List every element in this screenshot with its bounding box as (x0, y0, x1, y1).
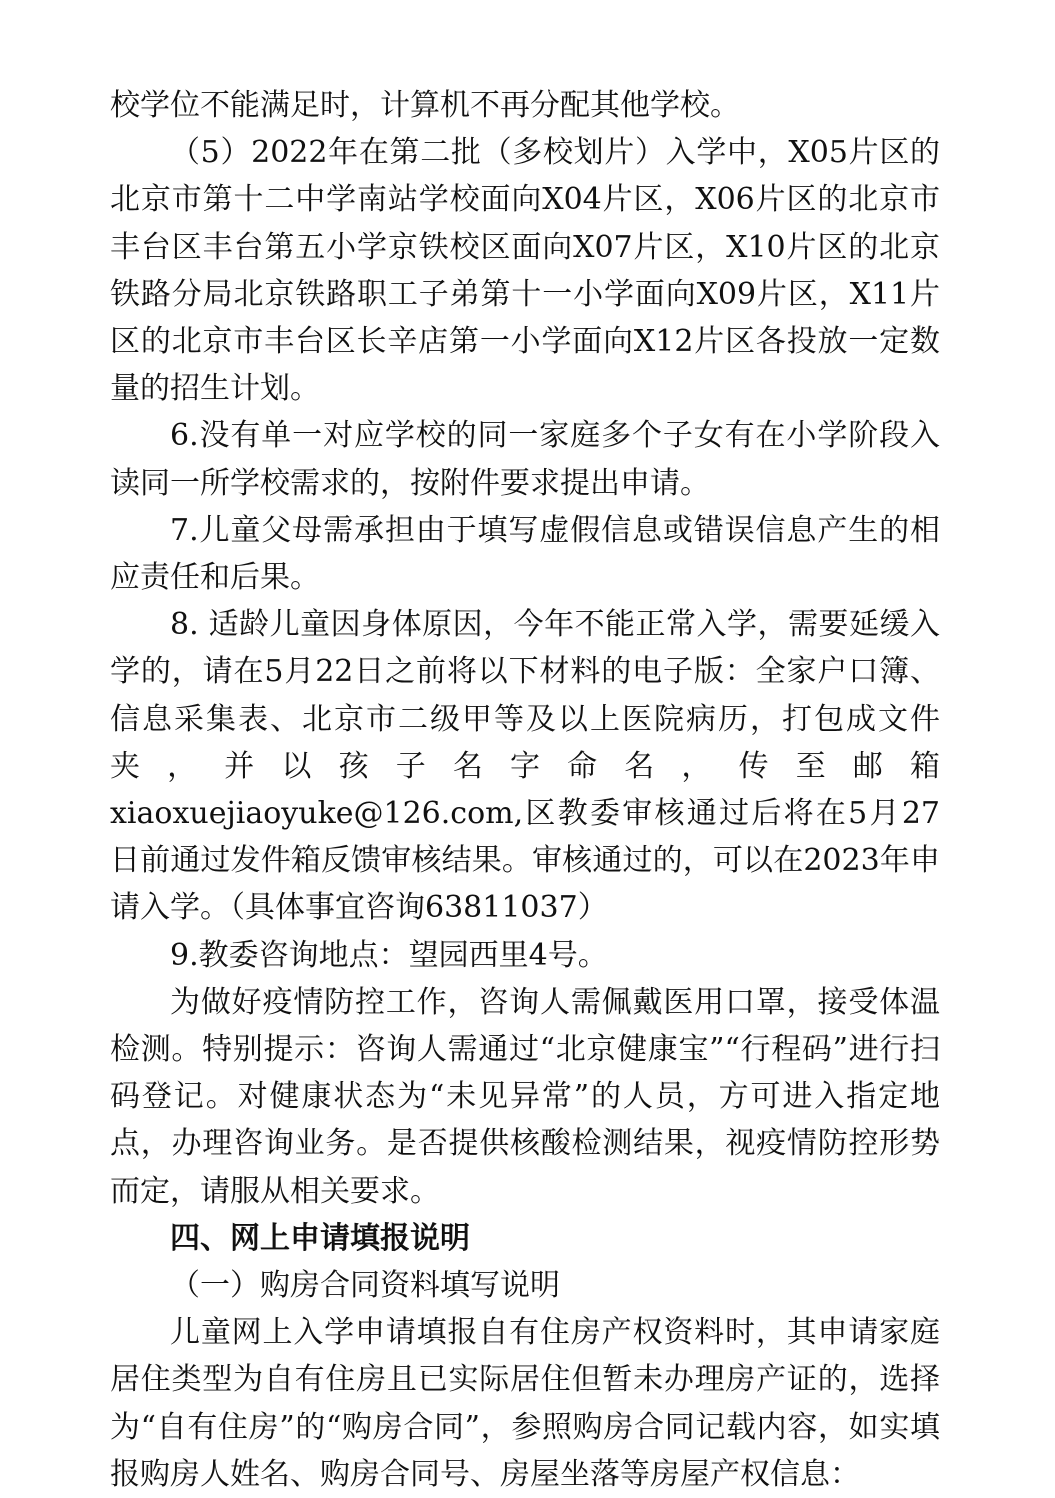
paragraph-item-6-siblings: 6.没有单一对应学校的同一家庭多个子女有在小学阶段入读同一所学校需求的，按附件要求提出申请。 (110, 418, 940, 501)
paragraph-continuation: 校学位不能满足时，计算机不再分配其他学校。 (110, 88, 740, 123)
document-page (110, 82, 940, 1498)
subsection-heading-purchase-contract: （一）购房合同资料填写说明 (170, 1268, 560, 1304)
paragraph-item-5-school-districts: （5）2022年在第二批（多校划片）入学中，X05片区的北京市第十二中学南站学校面向X04片区，X06片区的北京市丰台区丰台第五小学京铁校区面向X07片区，X10片区的北京铁路分局北京铁路职工子弟第十一小学面向X09片区，X11片区的北京市丰台区长辛店第一小学面向X12片区各投放一定数量的招生计划。 (110, 135, 940, 407)
paragraph-item-7-responsibility: 7.儿童父母需承担由于填写虚假信息或错误信息产生的相应责任和后果。 (110, 512, 940, 596)
paragraph-item-8-deferred-enrollment: 8. 适龄儿童因身体原因，今年不能正常入学，需要延缓入学的，请在5月22日之前将以下材料的电子版：全家户口簿、信息采集表、北京市二级甲等及以上医院病历，打包成文件夹，并以孩子名字命名，传至邮箱 xiaoxuejiaoyuke@126.com,区教委审核通过后将在5月27日前通过发件箱反馈审核结果。审核通过的，可以在2023年申请入学。（具体事宜咨询63811037） (110, 607, 940, 926)
paragraph-item-9-consultation-location: 9.教委咨询地点：望园西里4号。 (170, 937, 608, 973)
section-heading-online-application: 四、网上申请填报说明 (170, 1220, 470, 1256)
paragraph-purchase-contract-instructions: 儿童网上入学申请填报自有住房产权资料时，其申请家庭居住类型为自有住房且已实际居住但暂未办理房产证的，选择为“自有住房”的“购房合同”，参照购房合同记载内容，如实填报购房人姓名、购房合同号、房屋坐落等房屋产权信息： (110, 1315, 940, 1492)
paragraph-epidemic-prevention: 为做好疫情防控工作，咨询人需佩戴医用口罩，接受体温检测。特别提示：咨询人需通过“北京健康宝”“行程码”进行扫码登记。对健康状态为“未见异常”的人员，方可进入指定地点，办理咨询业务。是否提供核酸检测结果，视疫情防控形势而定，请服从相关要求。 (110, 984, 940, 1209)
